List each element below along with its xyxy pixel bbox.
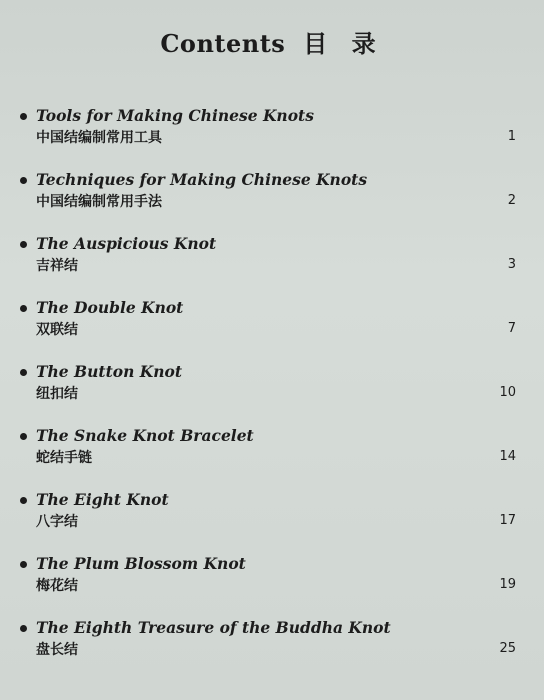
entry-title-english: The Auspicious Knot: [36, 234, 217, 253]
entry-page-number: 7: [507, 321, 516, 336]
toc-entry[interactable]: [20, 618, 524, 668]
toc-entry[interactable]: [20, 362, 524, 412]
toc-entry[interactable]: [20, 490, 524, 540]
bullet-icon: [20, 625, 27, 632]
bullet-icon: [20, 241, 27, 248]
entry-title-chinese: 中国结编制常用工具: [36, 130, 162, 146]
entry-page-number: 2: [507, 193, 516, 208]
bullet-icon: [20, 177, 27, 184]
entry-title-chinese: 盘长结: [36, 642, 78, 658]
bullet-icon: [20, 497, 27, 504]
bullet-icon: [20, 113, 27, 120]
bullet-icon: [20, 369, 27, 376]
toc-entry[interactable]: [20, 298, 524, 348]
toc-entry[interactable]: [20, 426, 524, 476]
bullet-icon: [20, 305, 27, 312]
toc-entry[interactable]: [20, 170, 524, 220]
entry-title-chinese: 纽扣结: [36, 386, 78, 402]
entry-page-number: 19: [499, 577, 516, 592]
entry-title-chinese: 蛇结手链: [36, 450, 92, 466]
entry-title-english: Tools for Making Chinese Knots: [36, 106, 314, 125]
bullet-icon: [20, 561, 27, 568]
entry-page-number: 17: [499, 513, 516, 528]
entry-title-english: The Eighth Treasure of the Buddha Knot: [36, 618, 391, 637]
entry-title-chinese: 中国结编制常用手法: [36, 194, 162, 210]
entry-page-number: 14: [499, 449, 516, 464]
entry-page-number: 3: [507, 257, 516, 272]
bullet-icon: [20, 433, 27, 440]
entry-title-english: The Eight Knot: [36, 490, 169, 509]
toc-entry[interactable]: [20, 234, 524, 284]
entry-title-chinese: 吉祥结: [36, 258, 78, 274]
entry-page-number: 25: [499, 641, 516, 656]
entry-title-english: The Snake Knot Bracelet: [36, 426, 254, 445]
entry-title-chinese: 双联结: [36, 322, 78, 338]
entry-page-number: 10: [499, 385, 516, 400]
entry-page-number: 1: [507, 129, 516, 144]
title-chinese: 目 录: [303, 30, 384, 58]
toc-entry[interactable]: [20, 554, 524, 604]
entry-title-english: The Button Knot: [36, 362, 182, 381]
entry-title-english: The Double Knot: [36, 298, 184, 317]
entry-title-chinese: 梅花结: [36, 578, 78, 594]
entry-title-chinese: 八字结: [36, 514, 78, 530]
entry-title-english: Techniques for Making Chinese Knots: [36, 170, 368, 189]
entry-title-english: The Plum Blossom Knot: [36, 554, 246, 573]
title-english: Contents: [160, 29, 286, 58]
page-title: [0, 24, 544, 59]
toc-entry[interactable]: [20, 106, 524, 156]
